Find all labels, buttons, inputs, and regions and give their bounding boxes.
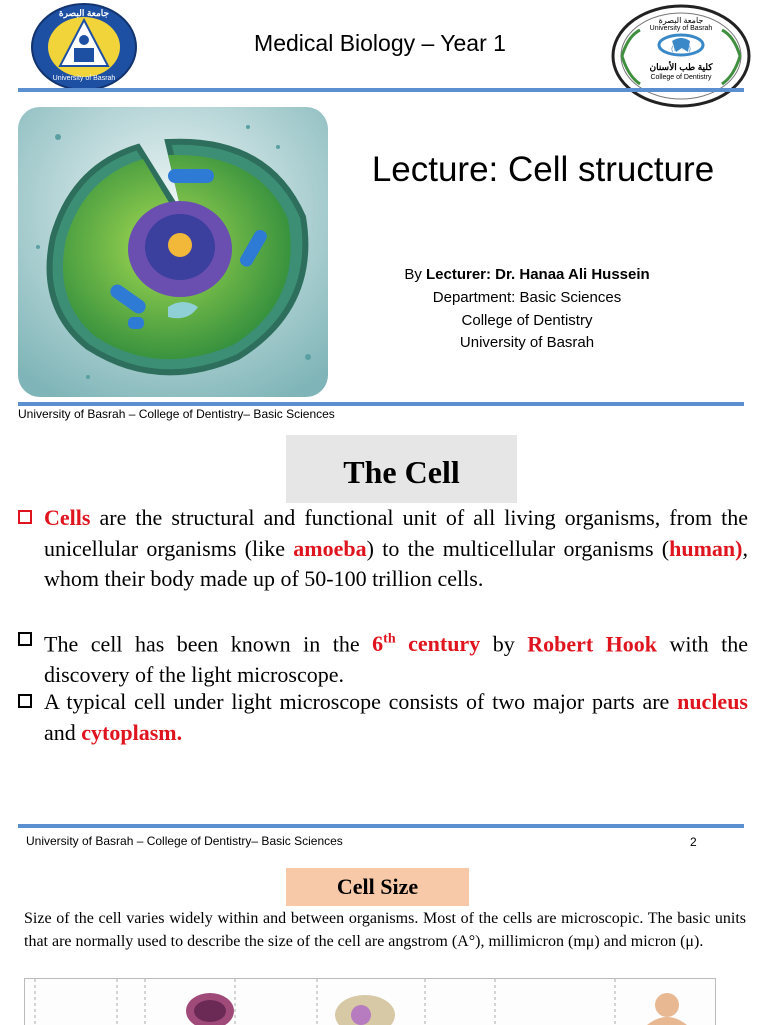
bullet-text: A typical cell under light microscope consists of two major parts are: [44, 689, 678, 714]
university-line: University of Basrah: [459, 334, 595, 351]
checkbox-bullet-icon: [18, 632, 32, 646]
bullet-cell-history: [18, 625, 748, 690]
the-cell-heading-box: [286, 435, 517, 503]
bullet-text: with the discovery of the light microscope.: [44, 631, 749, 687]
term-cells: Cells: [44, 505, 91, 530]
logo-arabic-university: جامعة البصرة: [658, 16, 704, 25]
cell-size-heading: Cell Size: [336, 874, 419, 899]
header-divider: [18, 88, 744, 92]
cell-illustration: [18, 107, 328, 397]
lecturer-name: Lecturer: Dr. Hanaa Ali Hussein: [426, 266, 650, 283]
bullet-text: are the structural and functional unit of all living organisms, from the unicellular organisms (like: [44, 505, 748, 561]
the-cell-heading: The Cell: [343, 454, 460, 490]
term-cytoplasm: cytoplasm.: [81, 719, 183, 745]
century-suffix: th: [383, 632, 396, 647]
cell-size-heading-box: [286, 868, 469, 906]
course-title: Medical Biology – Year 1: [254, 30, 506, 56]
department-line: Department: Basic Sciences: [432, 289, 622, 306]
dentistry-college-logo: [610, 2, 752, 110]
logo-arabic-text: جامعة البصرة: [58, 8, 110, 18]
logo-arabic-college: كلية طب الأسنان: [649, 62, 713, 72]
bullet-text: and: [44, 719, 82, 745]
checkbox-bullet-icon: [18, 510, 32, 524]
slide2-footer-divider: [18, 824, 744, 828]
term-century: [372, 631, 480, 656]
by-prefix: By: [404, 266, 426, 283]
century-number: 6: [372, 631, 384, 657]
cell-size-scale-figure: [24, 978, 716, 1025]
term-human: human): [669, 535, 743, 561]
lecture-title: Lecture: Cell structure: [371, 150, 715, 189]
bullet-text: ) to the multicellular organisms (: [366, 535, 670, 561]
term-nucleus: nucleus: [677, 689, 748, 714]
bullet-text: The cell has been known in the: [44, 631, 373, 657]
logo-year-text: (٢٠٠٠): [671, 46, 691, 53]
college-line: College of Dentistry: [461, 312, 593, 329]
term-amoeba: amoeba: [293, 535, 367, 561]
century-word: century: [395, 631, 481, 657]
logo-university-text: University of Basrah: [649, 25, 713, 32]
checkbox-bullet-icon: [18, 694, 32, 708]
bullet-text: by: [480, 631, 528, 657]
bullet-cell-parts: [18, 687, 748, 748]
logo-college-text: College of Dentistry: [650, 74, 712, 81]
logo-english-text: University of Basrah: [52, 75, 116, 82]
term-robert-hook: Robert Hook: [527, 631, 658, 657]
university-logo: [30, 2, 138, 92]
cell-size-paragraph: Size of the cell varies widely within and between organisms. Most of the cells are microscopic. The basic units that are normally used to describe the size of the cell are angstrom (A°), millimicron (mμ) and micron (μ).: [24, 910, 746, 950]
page-number: 2: [690, 835, 697, 849]
slide2-footer: University of Basrah – College of Dentistry– Basic Sciences: [26, 834, 343, 848]
slide1-footer: University of Basrah – College of Dentistry– Basic Sciences: [18, 407, 335, 421]
lecturer-line: [340, 264, 714, 287]
bullet-cells-definition: [18, 503, 748, 595]
bullet-text: , whom their body made up of 50-100 trillion cells.: [44, 535, 748, 591]
slide1-footer-divider: [18, 402, 744, 406]
